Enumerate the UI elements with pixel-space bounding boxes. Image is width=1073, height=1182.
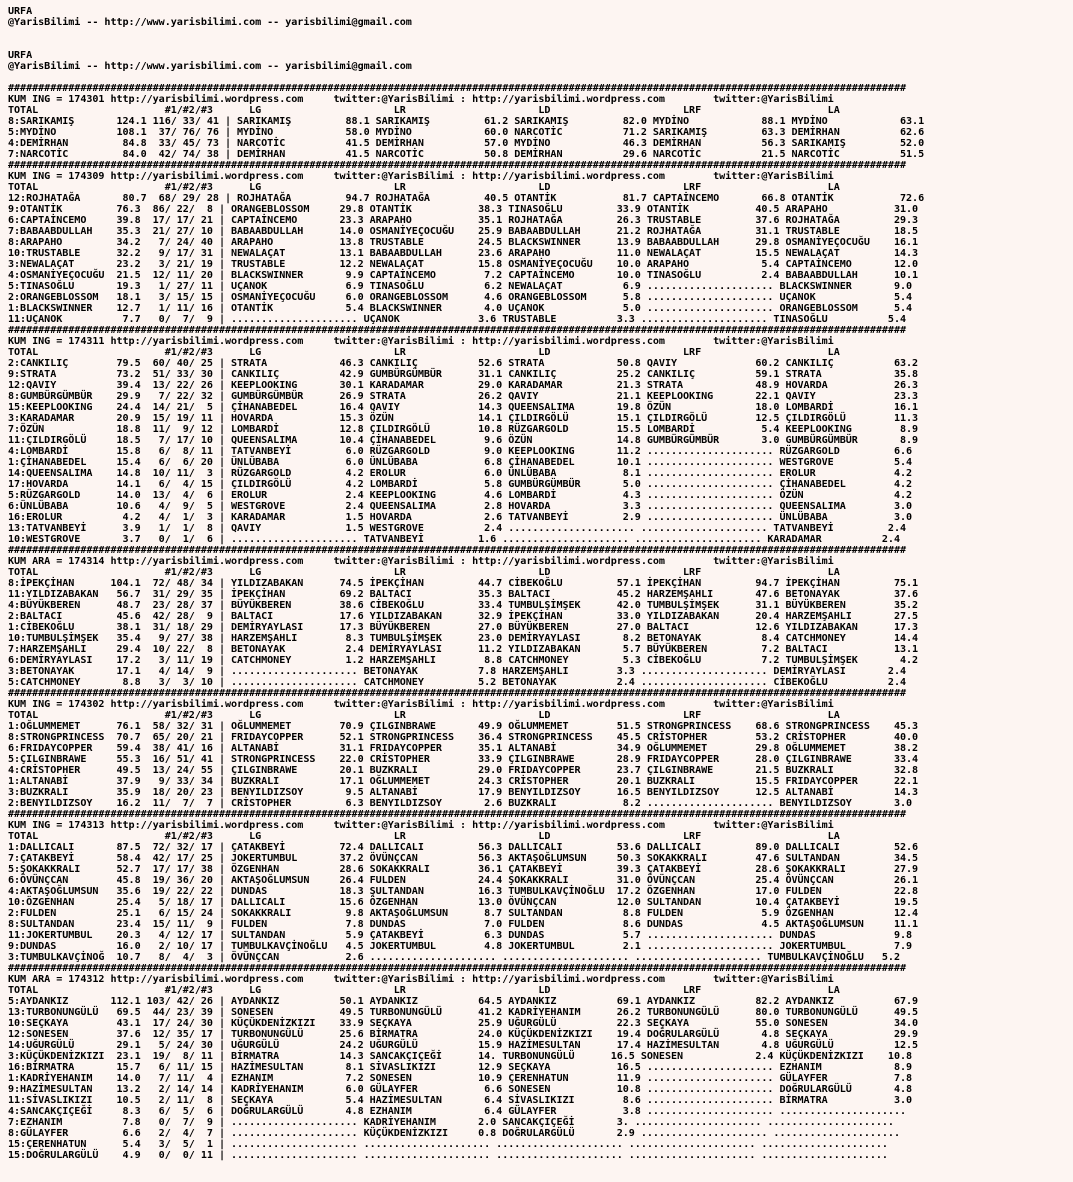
horse-row: 12:QAVIY 39.4 13/ 22/ 26 | KEEPLOOKING 30.1 KARADAMAR 29.0 KARADAMAR 21.3 STRATA 48.9 HOVARDA 26.3: [8, 380, 919, 391]
horse-row: 5:MYDİNO 108.1 37/ 76/ 76 | MYDİNO 58.0 MYDİNO 60.0 NARCOTİC 71.2 SARIKAMIŞ 63.3 DEMİRHAN 62.6: [8, 127, 925, 138]
horse-row: 4:CRİSTOPHER 49.5 13/ 24/ 55 | ÇILGINBRAWE 20.1 BUZKRALI 29.0 FRIDAYCOPPER 23.7 ÇILGINBRAWE 21.5 BUZKRALI 32.8: [8, 765, 919, 776]
horse-row: 16:EROLUR 4.2 4/ 1/ 3 | KARADAMAR 1.5 HOVARDA 2.6 TATVANBEYİ 2.9 ..................... ÜNLÜBABA 3.0: [8, 512, 913, 523]
section-divider: #####################################################################################################################################################: [8, 83, 907, 94]
horse-row: 1:CİBEKOĞLU 38.1 31/ 18/ 29 | DEMİRYAYLASI 17.3 BÜYÜKBEREN 27.0 BÜYÜKBEREN 27.0 BALTACI 12.6 YILDIZABAKAN 17.3: [8, 622, 919, 633]
horse-row: 8:STRONGPRINCESS 70.7 65/ 20/ 21 | FRIDAYCOPPER 52.1 STRONGPRINCESS 36.4 STRONGPRINCESS 45.5 CRİSTOPHER 53.2 CRİSTOPHER 40.0: [8, 732, 919, 743]
horse-row: 14:UĞURGÜLÜ 29.1 5/ 24/ 30 | UĞURGÜLÜ 24.2 UĞURGÜLÜ 15.9 HAZİMESULTAN 17.4 HAZİMESULTAN 4.8 UĞURGÜLÜ 12.5: [8, 1040, 919, 1051]
horse-row: 3:BUZKRALI 35.9 18/ 20/ 23 | BENYILDIZSOY 9.5 ALTANABİ 17.9 BENYILDIZSOY 16.5 BENYILDIZSOY 12.5 ALTANABİ 14.3: [8, 787, 919, 798]
horse-row: 4:BÜYÜKBEREN 48.7 23/ 28/ 37 | BÜYÜKBEREN 38.6 CİBEKOĞLU 33.4 TUMBULŞİMŞEK 42.0 TUMBULŞİMŞEK 31.1 BÜYÜKBEREN 35.2: [8, 600, 919, 611]
horse-row: 8:ARAPAHO 34.2 7/ 24/ 40 | ARAPAHO 13.8 TRUSTABLE 24.5 BLACKSWINNER 13.9 BABAABDULLAH 29.8 OSMANİYEÇOCUĞU 16.1: [8, 237, 919, 248]
horse-row: 7:BABAABDULLAH 35.3 21/ 27/ 10 | BABAABDULLAH 14.0 OSMANİYEÇOCUĞU 25.9 BABAABDULLAH 21.2 ROJHATAĞA 31.1 TRUSTABLE 18.5: [8, 226, 919, 237]
column-header: TOTAL #1/#2/#3 LG LR LD LRF LA: [8, 831, 840, 842]
horse-row: 8:İPEKÇİHAN 104.1 72/ 48/ 34 | YILDIZABAKAN 74.5 İPEKÇİHAN 44.7 CİBEKOĞLU 57.1 İPEKÇİHAN 94.7 İPEKÇİHAN 75.1: [8, 578, 919, 589]
horse-row: 4:OSMANİYEÇOCUĞU 21.5 12/ 11/ 20 | BLACKSWINNER 9.9 CAPTAİNCEMO 7.2 CAPTAİNCEMO 10.0 TINASOĞLU 2.4 BABAABDULLAH 10.1: [8, 270, 919, 281]
horse-row: 6:CAPTAİNCEMO 39.8 17/ 17/ 21 | CAPTAİNCEMO 23.3 ARAPAHO 35.1 ROJHATAĞA 26.3 TRUSTABLE 37.6 ROJHATAĞA 29.3: [8, 215, 919, 226]
horse-row: 6:ÖVÜNÇCAN 45.8 19/ 36/ 20 | AKTAŞOĞLUMSUN 26.4 FULDEN 24.4 ŞOKAKKRALI 31.0 ÖVÜNÇCAN 25.4 ÖVÜNÇCAN 26.1: [8, 875, 919, 886]
column-header: TOTAL #1/#2/#3 LG LR LD LRF LA: [8, 710, 840, 721]
horse-row: 8:SARIKAMIŞ 124.1 116/ 33/ 41 | SARIKAMIŞ 88.1 SARIKAMIŞ 61.2 SARIKAMIŞ 82.0 MYDİNO 88.1 MYDİNO 63.1: [8, 116, 925, 127]
horse-row: 9:OTANTİK 76.3 86/ 22/ 8 | ORANGEBLOSSOM 29.8 OTANTİK 38.3 TINASOĞLU 33.9 OTANTİK 40.5 ARAPAHO 31.0: [8, 204, 919, 215]
horse-row: 17:HOVARDA 14.1 6/ 4/ 15 | ÇILDIRGÖLÜ 4.2 LOMBARDİ 5.8 GUMBÜRGÜMBÜR 5.0 ..................... ÇİHANABEDEL 4.2: [8, 479, 913, 490]
section-divider: #####################################################################################################################################################: [8, 325, 907, 336]
horse-row: 1:OĞLUMMEMET 76.1 58/ 32/ 31 | OĞLUMMEMET 70.9 ÇILGINBRAWE 49.9 OĞLUMMEMET 51.5 STRONGPRINCESS 68.6 STRONGPRINCESS 45.3: [8, 721, 919, 732]
horse-row: 7:ÇATAKBEYİ 58.4 42/ 17/ 25 | JOKERTUMBUL 37.2 ÖVÜNÇCAN 56.3 AKTAŞOĞLUMSUN 50.3 SOKAKKRALI 47.6 SULTANDAN 34.5: [8, 853, 919, 864]
horse-row: 5:AYDANKIZ 112.1 103/ 42/ 26 | AYDANKIZ 50.1 AYDANKIZ 64.5 AYDANKIZ 69.1 AYDANKIZ 82.2 AYDANKIZ 67.9: [8, 996, 919, 1007]
horse-row: 10:SEÇKAYA 43.1 17/ 24/ 30 | KÜÇÜKDENİZKIZI 33.9 SEÇKAYA 25.9 UĞURGÜLÜ 22.3 SEÇKAYA 55.0 SONESEN 34.0: [8, 1018, 919, 1029]
horse-row: 9:HAZİMESULTAN 13.2 2/ 14/ 14 | KADRİYEHANIM 6.0 GÜLAYFER 6.6 SONESEN 10.8 ..................... DOĞRULARGÜLÜ 4.8: [8, 1084, 913, 1095]
city-title: URFA: [8, 6, 33, 17]
horse-row: 4:LOMBARDİ 15.8 6/ 8/ 11 | TATVANBEYİ 6.0 RÜZGARGOLD 9.0 KEEPLOOKING 11.2 ..................... RÜZGARGOLD 6.6: [8, 446, 913, 457]
horse-row: 3:KÜÇÜKDENİZKIZI 23.1 19/ 8/ 11 | BİRMATRA 14.3 SANCAKÇIÇEĞİ 14. TURBONUNGÜLÜ 16.5 SONESEN 2.4 KÜÇÜKDENİZKIZI 10.8: [8, 1051, 913, 1062]
horse-row: 12:SONESEN 37.6 12/ 35/ 17 | TURBONUNGÜLÜ 25.6 BİRMATRA 24.0 KÜÇÜKDENİZKIZI 19.4 DOĞRULARGÜLÜ 4.8 SEÇKAYA 29.9: [8, 1029, 919, 1040]
horse-row: 6:ÜNLÜBABA 10.6 4/ 9/ 5 | WESTGROVE 2.4 QUEENSALIMA 2.8 HOVARDA 3.3 ..................... QUEENSALIMA 3.0: [8, 501, 913, 512]
horse-row: 5:RÜZGARGOLD 14.0 13/ 4/ 6 | EROLUR 2.4 KEEPLOOKING 4.6 LOMBARDİ 4.3 ..................... ÖZÜN 4.2: [8, 490, 913, 501]
horse-row: 6:FRIDAYCOPPER 59.4 38/ 41/ 16 | ALTANABİ 31.1 FRIDAYCOPPER 35.1 ALTANABİ 34.9 OĞLUMMEMET 29.8 OĞLUMMEMET 38.2: [8, 743, 919, 754]
horse-row: 11:YILDIZABAKAN 56.7 31/ 29/ 35 | İPEKÇİHAN 69.2 BALTACI 35.3 BALTACI 45.2 HARZEMŞAHLI 47.6 BETONAYAK 37.6: [8, 589, 919, 600]
horse-row: 1:KADRİYEHANIM 14.0 7/ 11/ 4 | EZHANIM 7.2 SONESEN 10.9 ÇERENHATUN 11.9 ..................... GÜLAYFER 7.8: [8, 1073, 913, 1084]
horse-row: 5:CATCHMONEY 8.8 3/ 3/ 10 | ..................... CATCHMONEY 5.2 BETONAYAK 2.4 ..................... CİBEKOĞLU 2.4: [8, 677, 907, 688]
horse-row: 3:KARADAMAR 20.9 15/ 19/ 11 | HOVARDA 15.3 ÖZÜN 14.1 ÇILDIRGÖLÜ 15.1 ÇILDIRGÖLÜ 12.5 ÇILDIRGÖLÜ 11.3: [8, 413, 919, 424]
horse-row: 11:ÇILDIRGÖLÜ 18.5 7/ 17/ 10 | QUEENSALIMA 10.4 ÇİHANABEDEL 9.6 ÖZÜN 14.8 GUMBÜRGÜMBÜR 3.0 GUMBÜRGÜMBÜR 8.9: [8, 435, 919, 446]
horse-row: 1:ÇİHANABEDEL 15.4 6/ 6/ 20 | ÜNLÜBABA 6.0 ÜNLÜBABA 6.8 ÇİHANABEDEL 10.1 ..................... WESTGROVE 5.4: [8, 457, 913, 468]
horse-row: 16:BİRMATRA 15.7 6/ 11/ 15 | HAZİMESULTAN 8.1 SİVASLIKIZI 12.9 SEÇKAYA 16.5 ..................... EZHANIM 8.9: [8, 1062, 913, 1073]
horse-row: 2:CANKILIÇ 79.5 60/ 40/ 25 | STRATA 46.3 CANKILIÇ 52.6 STRATA 50.8 QAVIY 60.2 CANKILIÇ 63.2: [8, 358, 919, 369]
horse-row: 8:GUMBÜRGÜMBÜR 29.9 7/ 22/ 32 | GUMBÜRGÜMBÜR 26.9 STRATA 26.2 QAVIY 21.1 KEEPLOOKING 22.1 QAVIY 23.3: [8, 391, 919, 402]
contact-line: @YarisBilimi -- http://www.yarisbilimi.com -- yarisbilimi@gmail.com: [8, 61, 412, 72]
horse-row: 9:DUNDAS 16.0 2/ 10/ 17 | TUMBULKAVÇİNOĞLU 4.5 JOKERTUMBUL 4.8 JOKERTUMBUL 2.1 ..................... JOKERTUMBUL 7.9: [8, 941, 913, 952]
horse-row: 8:SULTANDAN 23.4 15/ 11/ 9 | FULDEN 7.8 DUNDAS 7.0 FULDEN 8.6 DUNDAS 4.5 AKTAŞOĞLUMSUN 11.1: [8, 919, 919, 930]
horse-row: 5:ŞOKAKKRALI 52.7 17/ 17/ 38 | ÖZGENHAN 28.6 SOKAKKRALI 36.1 ÇATAKBEYİ 39.3 ÇATAKBEYİ 28.6 ŞOKAKKRALI 27.9: [8, 864, 919, 875]
horse-row: 9:STRATA 73.2 51/ 33/ 30 | CANKILIÇ 42.9 GUMBÜRGÜMBÜR 31.1 CANKILIÇ 25.2 CANKILIÇ 59.1 STRATA 35.8: [8, 369, 919, 380]
race-header: KUM ING = 174302 http://yarisbilimi.wordpress.com twitter:@YarisBilimi : http://yarisbilimi.wordpress.com twitter:@YarisBilimi: [8, 699, 834, 710]
horse-row: 3:NEWALAÇAT 23.2 3/ 21/ 19 | TRUSTABLE 12.2 NEWALAÇAT 15.8 OSMANİYEÇOCUĞU 10.0 ARAPAHO 5.4 CAPTAİNCEMO 12.0: [8, 259, 919, 270]
horse-row: 10:WESTGROVE 3.7 0/ 1/ 6 | ..................... TATVANBEYİ 1.6 ..................... ..................... KARADAMAR 2.4: [8, 534, 900, 545]
column-header: TOTAL #1/#2/#3 LG LR LD LRF LA: [8, 105, 840, 116]
race-header: KUM ING = 174301 http://yarisbilimi.wordpress.com twitter:@YarisBilimi : http://yarisbilimi.wordpress.com twitter:@YarisBilimi: [8, 94, 834, 105]
column-header: TOTAL #1/#2/#3 LG LR LD LRF LA: [8, 567, 840, 578]
horse-row: 1:ALTANABİ 37.9 9/ 33/ 34 | BUZKRALI 17.1 OĞLUMMEMET 24.3 CRİSTOPHER 20.1 BUZKRALI 15.5 FRIDAYCOPPER 22.1: [8, 776, 919, 787]
race-header: KUM ARA = 174314 http://yarisbilimi.wordpress.com twitter:@YarisBilimi : http://yarisbilimi.wordpress.com twitter:@YarisBilimi: [8, 556, 834, 567]
horse-row: 2:FULDEN 25.1 6/ 15/ 24 | SOKAKKRALI 9.8 AKTAŞOĞLUMSUN 8.7 SULTANDAN 8.8 FULDEN 5.9 ÖZGENHAN 12.4: [8, 908, 919, 919]
section-divider: #####################################################################################################################################################: [8, 809, 907, 820]
horse-row: 7:ÖZÜN 18.8 11/ 9/ 12 | LOMBARDİ 12.8 ÇILDIRGÖLÜ 10.8 RÜZGARGOLD 15.5 LOMBARDİ 5.4 KEEPLOOKING 8.9: [8, 424, 919, 435]
race-header: KUM ING = 174309 http://yarisbilimi.wordpress.com twitter:@YarisBilimi : http://yarisbilimi.wordpress.com twitter:@YarisBilimi: [8, 171, 834, 182]
horse-row: 15:KEEPLOOKING 24.4 14/ 21/ 5 | ÇİHANABEDEL 16.4 QAVIY 14.3 QUEENSALIMA 19.8 ÖZÜN 18.0 LOMBARDİ 16.1: [8, 402, 919, 413]
horse-row: 14:QUEENSALIMA 14.8 10/ 11/ 3 | RÜZGARGOLD 4.2 EROLUR 6.0 ÜNLÜBABA 8.1 ..................... EROLUR 4.2: [8, 468, 913, 479]
horse-row: 10:TRUSTABLE 32.2 9/ 17/ 31 | NEWALAÇAT 13.1 BABAABDULLAH 23.6 ARAPAHO 11.0 NEWALAÇAT 15.5 NEWALAÇAT 14.3: [8, 248, 919, 259]
horse-row: 3:TUMBULKAVÇİNOĞ 10.7 8/ 4/ 3 | ÖVÜNÇCAN 2.6 ..................... ..................... ..................... TUMBULKAVÇİNOĞLU 5.2: [8, 952, 900, 963]
horse-row: 11:UÇANOK 7.7 0/ 7/ 9 | ..................... UÇANOK 3.6 TRUSTABLE 3.3 ..................... TINASOĞLU 5.4: [8, 314, 907, 325]
horse-row: 11:SİVASLIKIZI 10.5 2/ 11/ 8 | SEÇKAYA 5.4 HAZİMESULTAN 6.4 SİVASLIKIZI 8.6 ..................... BİRMATRA 3.0: [8, 1095, 913, 1106]
horse-row: 10:ÖZGENHAN 25.4 5/ 18/ 17 | DALLICALI 15.6 ÖZGENHAN 13.0 ÖVÜNÇCAN 12.0 SULTANDAN 10.4 ÇATAKBEYİ 19.5: [8, 897, 919, 908]
horse-row: 8:GÜLAYFER 6.6 2/ 4/ 7 | ..................... KÜÇÜKDENİZKIZI 0.8 DOĞRULARGÜLÜ 2.9 ..................... .....................: [8, 1128, 900, 1139]
horse-row: 4:DEMİRHAN 84.8 33/ 45/ 73 | NARCOTİC 41.5 DEMİRHAN 57.0 MYDİNO 46.3 DEMİRHAN 56.3 SARIKAMIŞ 52.0: [8, 138, 925, 149]
horse-row: 5:TINASOĞLU 19.3 1/ 27/ 11 | UÇANOK 6.9 TINASOĞLU 6.2 NEWALAÇAT 6.9 ..................... BLACKSWINNER 9.0: [8, 281, 913, 292]
section-divider: #####################################################################################################################################################: [8, 963, 907, 974]
section-divider: #####################################################################################################################################################: [8, 545, 907, 556]
section-divider: #####################################################################################################################################################: [8, 160, 907, 171]
contact-line: @YarisBilimi -- http://www.yarisbilimi.com -- yarisbilimi@gmail.com: [8, 17, 412, 28]
horse-row: 2:ORANGEBLOSSOM 18.1 3/ 15/ 15 | OSMANİYEÇOCUĞU 6.0 ORANGEBLOSSOM 4.6 ORANGEBLOSSOM 5.8 ..................... UÇANOK 5.4: [8, 292, 913, 303]
column-header: TOTAL #1/#2/#3 LG LR LD LRF LA: [8, 347, 840, 358]
race-header: KUM ING = 174311 http://yarisbilimi.wordpress.com twitter:@YarisBilimi : http://yarisbilimi.wordpress.com twitter:@YarisBilimi: [8, 336, 834, 347]
horse-row: 6:DEMİRYAYLASI 17.2 3/ 11/ 19 | CATCHMONEY 1.2 HARZEMŞAHLI 8.8 CATCHMONEY 5.3 CİBEKOĞLU 7.2 TUMBULŞİMŞEK 4.2: [8, 655, 919, 666]
horse-row: 11:JOKERTUMBUL 20.3 4/ 12/ 17 | SULTANDAN 5.9 ÇATAKBEYİ 6.3 DUNDAS 5.7 ..................... DUNDAS 9.8: [8, 930, 913, 941]
horse-row: 10:TUMBULŞİMŞEK 35.4 9/ 27/ 38 | HARZEMŞAHLI 8.3 TUMBULŞİMŞEK 23.0 DEMİRYAYLASI 8.2 BETONAYAK 8.4 CATCHMONEY 14.4: [8, 633, 919, 644]
horse-row: 7:HARZEMŞAHLI 29.4 10/ 22/ 8 | BETONAYAK 2.4 DEMİRYAYLASI 11.2 YILDIZABAKAN 5.7 BÜYÜKBEREN 7.2 BALTACI 13.1: [8, 644, 919, 655]
horse-row: 13:TURBONUNGÜLÜ 69.5 44/ 23/ 39 | SONESEN 49.5 TURBONUNGÜLÜ 41.2 KADRİYEHANIM 26.2 TURBONUNGÜLÜ 80.0 TURBONUNGÜLÜ 49.5: [8, 1007, 919, 1018]
city-title: URFA: [8, 50, 33, 61]
horse-row: 1:BLACKSWINNER 12.7 1/ 11/ 16 | OTANTİK 5.4 BLACKSWINNER 4.0 UÇANOK 5.0 ..................... ORANGEBLOSSOM 5.4: [8, 303, 913, 314]
horse-row: 3:BETONAYAK 17.1 4/ 14/ 9 | ..................... BETONAYAK 7.8 HARZEMŞAHLI 3.3 ..................... DEMİRYAYLASI 2.4: [8, 666, 907, 677]
horse-row: 5:ÇILGINBRAWE 55.3 16/ 51/ 41 | STRONGPRINCESS 22.0 CRİSTOPHER 33.9 ÇILGINBRAWE 28.9 FRIDAYCOPPER 28.0 ÇILGINBRAWE 33.4: [8, 754, 919, 765]
horse-row: 7:EZHANIM 7.8 0/ 7/ 9 | ..................... KADRİYEHANIM 2.0 SANCAKÇIÇEĞİ 3. ..................... .....................: [8, 1117, 894, 1128]
column-header: TOTAL #1/#2/#3 LG LR LD LRF LA: [8, 985, 840, 996]
horse-row: 15:ÇERENHATUN 5.4 3/ 5/ 1 | ..................... ..................... ..................... ..................... .....................: [8, 1139, 888, 1150]
horse-row: 15:DOĞRULARGÜLÜ 4.9 0/ 0/ 11 | ..................... ..................... ..................... ..................... .....................: [8, 1150, 888, 1161]
horse-row: 2:BALTACI 45.6 42/ 28/ 9 | BALTACI 17.6 YILDIZABAKAN 32.9 İPEKÇİHAN 33.0 YILDIZABAKAN 20.4 HARZEMŞAHLI 27.5: [8, 611, 919, 622]
section-divider: #####################################################################################################################################################: [8, 688, 907, 699]
race-header: KUM ING = 174313 http://yarisbilimi.wordpress.com twitter:@YarisBilimi : http://yarisbilimi.wordpress.com twitter:@YarisBilimi: [8, 820, 834, 831]
horse-row: 13:TATVANBEYİ 3.9 1/ 1/ 8 | QAVIY 1.5 WESTGROVE 2.4 ..................... ..................... TATVANBEYİ 2.4: [8, 523, 907, 534]
race-header: KUM ARA = 174312 http://yarisbilimi.wordpress.com twitter:@YarisBilimi : http://yarisbilimi.wordpress.com twitter:@YarisBilimi: [8, 974, 834, 985]
horse-row: 12:ROJHATAĞA 80.7 68/ 29/ 28 | ROJHATAĞA 94.7 ROJHATAĞA 40.5 OTANTİK 81.7 CAPTAİNCEMO 66.8 OTANTİK 72.6: [8, 193, 925, 204]
column-header: TOTAL #1/#2/#3 LG LR LD LRF LA: [8, 182, 840, 193]
horse-row: 2:BENYILDIZSOY 16.2 11/ 7/ 7 | CRİSTOPHER 6.3 BENYILDIZSOY 2.6 BUZKRALI 8.2 ..................... BENYILDIZSOY 3.0: [8, 798, 913, 809]
horse-row: 7:NARCOTİC 84.0 42/ 74/ 38 | DEMİRHAN 41.5 NARCOTİC 50.8 DEMİRHAN 29.6 NARCOTİC 21.5 NARCOTİC 51.5: [8, 149, 925, 160]
horse-row: 1:DALLICALI 87.5 72/ 32/ 17 | ÇATAKBEYİ 72.4 DALLICALI 56.3 DALLICALI 53.6 DALLICALI 89.0 DALLICALI 52.6: [8, 842, 919, 853]
horse-row: 4:AKTAŞOĞLUMSUN 35.6 19/ 22/ 22 | DUNDAS 18.3 ŞULTANDAN 16.3 TUMBULKAVÇİNOĞLU 17.2 ÖZGENHAN 17.0 FULDEN 22.8: [8, 886, 919, 897]
horse-row: 4:SANCAKÇIÇEĞİ 8.3 6/ 5/ 6 | DOĞRULARGÜLÜ 4.8 EZHANIM 6.4 GÜLAYFER 3.8 ..................... .....................: [8, 1106, 907, 1117]
